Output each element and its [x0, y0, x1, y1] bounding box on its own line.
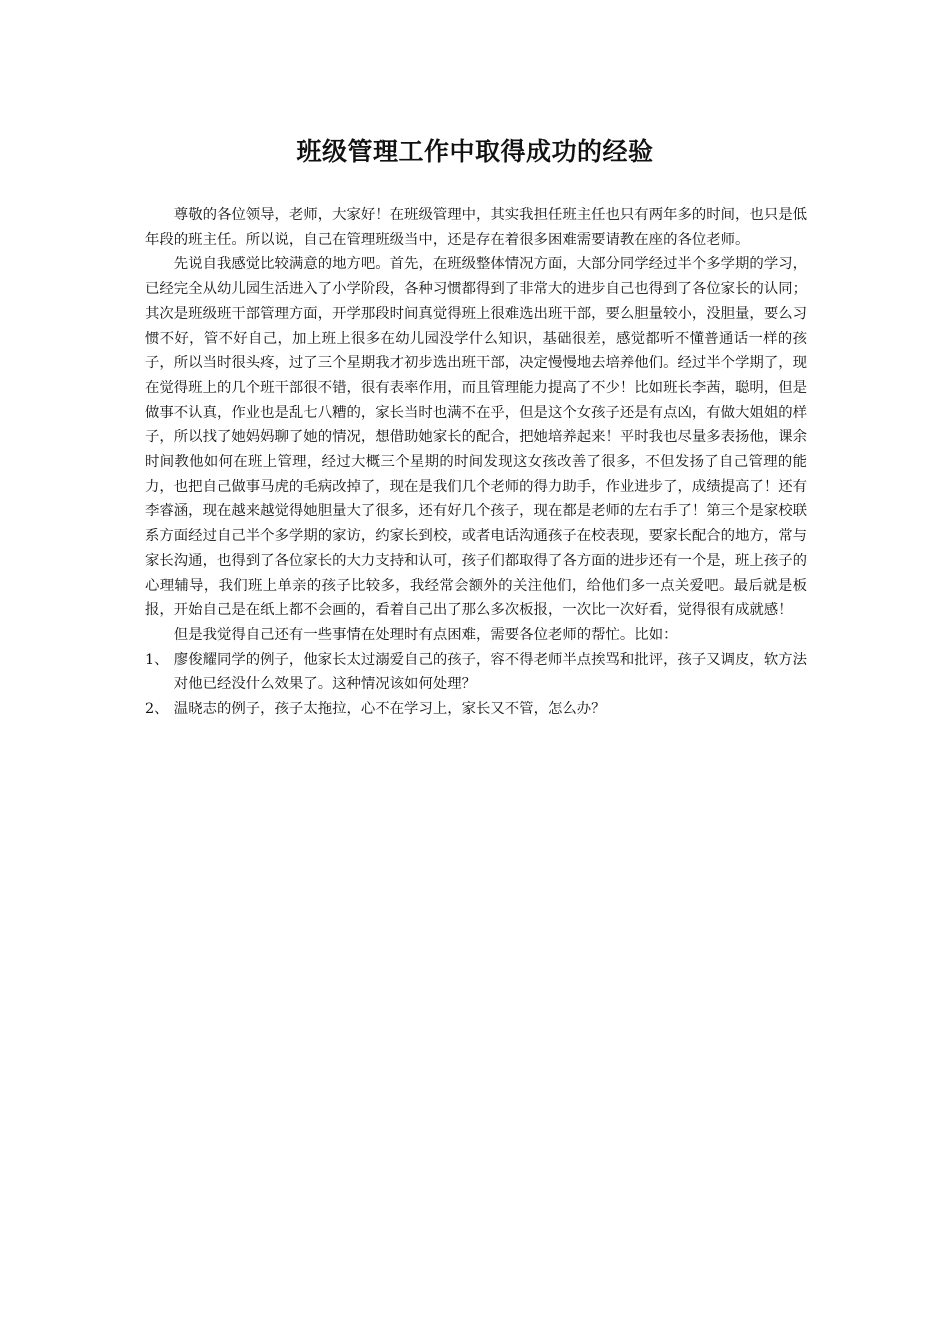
- document-title: 班级管理工作中取得成功的经验: [296, 137, 654, 166]
- list-marker: 1、: [145, 651, 169, 668]
- list-item: [145, 648, 807, 697]
- document-body: [145, 203, 807, 722]
- paragraph-difficulties: 但是我觉得自己还有一些事情在处理时有点困难，需要各位老师的帮忙。比如：: [173, 626, 678, 643]
- question-list: [145, 648, 807, 722]
- list-item-text: 温晓志的例子，孩子太拖拉，心不在学习上，家长又不管，怎么办？: [173, 701, 606, 718]
- list-item: [145, 697, 807, 722]
- list-marker: 2、: [145, 701, 169, 718]
- paragraph-greeting: 尊敬的各位领导，老师，大家好！在班级管理中，其实我担任班主任也只有两年多的时间，也只是低年段的班主任。所以说，自己在管理班级当中，还是存在着很多困难需要请教在座的各位老师。: [145, 207, 807, 248]
- list-item-text: 廖俊耀同学的例子，他家长太过溺爱自己的孩子，容不得老师半点挨骂和批评，孩子又调皮，软方法对他已经没什么效果了。这种情况该如何处理？: [173, 651, 807, 693]
- paragraph-achievements: 先说自我感觉比较满意的地方吧。首先，在班级整体情况方面，大部分同学经过半个多学期的学习，已经完全从幼儿园生活进入了小学阶段，各种习惯都得到了非常大的进步自己也得到了各位家长的认同；其次是班级班干部管理方面，开学那段时间真觉得班上很难选出班干部，要么胆量较小，没胆量，要么习惯不好，管不好自己，加上班上很多在幼儿园没学什么知识，基础很差，感觉都听不懂普通话一样的孩子，所以当时很头疼，过了三个星期我才初步选出班干部，决定慢慢地去培养他们。经过半个学期了，现在觉得班上的几个班干部很不错，很有表率作用，而且管理能力提高了不少！比如班长李茜，聪明，但是做事不认真，作业也是乱七八糟的，家长当时也满不在乎，但是这个女孩子还是有点凶，有做大姐姐的样子，所以找了她妈妈聊了她的情况，想借助她家长的配合，把她培养起来！平时我也尽量多表扬他，课余时间教他如何在班上管理，经过大概三个星期的时间发现这女孩改善了很多，不但发扬了自己管理的能力，也把自己做事马虎的毛病改掉了，现在是我们几个老师的得力助手，作业进步了，成绩提高了！还有李睿涵，现在越来越觉得她胆量大了很多，还有好几个孩子，现在都是老师的左右手了！第三个是家校联系方面经过自己半个多学期的家访，约家长到校，或者电话沟通孩子在校表现，要家长配合的地方，常与家长沟通，也得到了各位家长的大力支持和认可，孩子们都取得了各方面的进步还有一个是，班上孩子的心理辅导，我们班上单亲的孩子比较多，我经常会额外的关注他们，给他们多一点关爱吧。最后就是板报，开始自己是在纸上都不会画的，看着自己出了那么多次板报，一次比一次好看，觉得很有成就感！: [145, 256, 807, 619]
